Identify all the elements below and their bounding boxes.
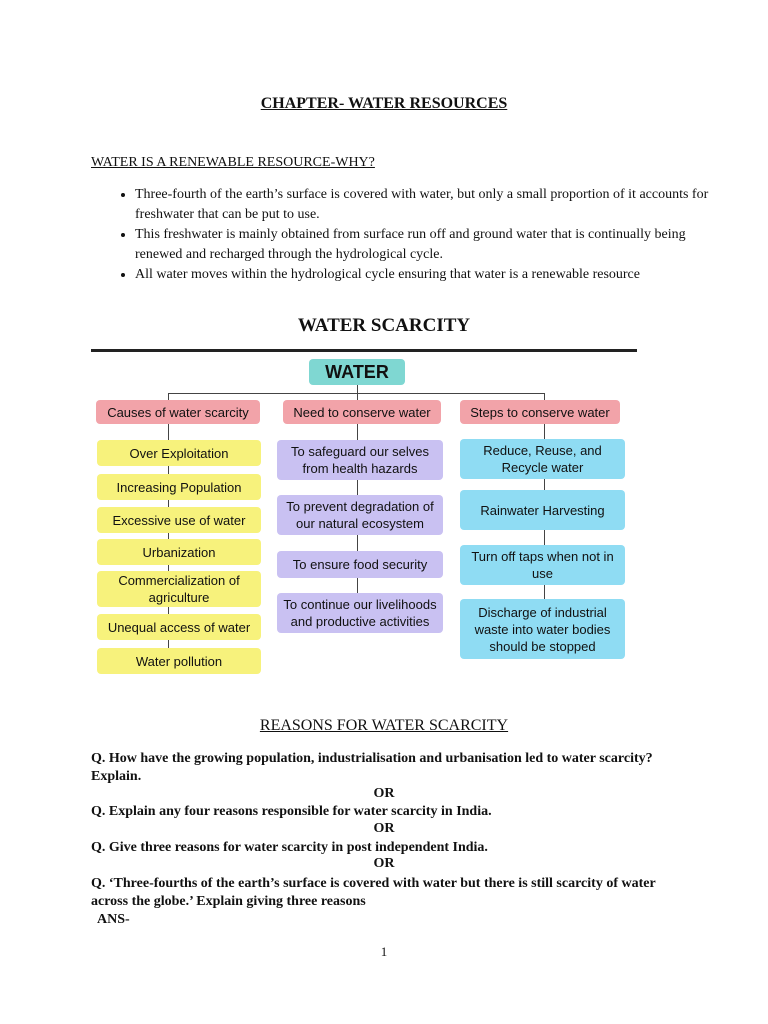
question-text: Q. ‘Three-fourths of the earth’s surface is covered with water but there is still scarcity of water across the globe.’ Explain giving three reasons: [91, 876, 656, 909]
cause-item: Increasing Population: [97, 474, 261, 500]
need-item: To ensure food security: [277, 551, 443, 578]
cause-item: Commercialization of agriculture: [97, 571, 261, 607]
need-item: To prevent degradation of our natural ecosystem: [277, 495, 443, 535]
answer-label: ANS-: [97, 912, 130, 927]
connector: [168, 393, 544, 394]
or-separator: OR: [373, 856, 395, 871]
bullet-item: • All water moves within the hydrological cycle ensuring that water is a renewable resource: [135, 265, 735, 285]
or-separator: OR: [373, 821, 395, 836]
causes-header: Causes of water scarcity: [96, 400, 260, 424]
steps-header: Steps to conserve water: [460, 400, 620, 424]
chapter-title: CHAPTER- WATER RESOURCES: [260, 95, 508, 112]
water-scarcity-diagram: [91, 352, 637, 682]
bullet-item: • This freshwater is mainly obtained from surface run off and ground water that is continually being renewed and recharged through the hydrological cycle.: [135, 225, 735, 265]
section-heading-renewable: WATER IS A RENEWABLE RESOURCE-WHY?: [91, 155, 375, 170]
cause-item: Unequal access of water: [97, 614, 261, 640]
step-item: Discharge of industrial waste into water bodies should be stopped: [460, 599, 625, 659]
need-header: Need to conserve water: [283, 400, 441, 424]
step-item: Reduce, Reuse, and Recycle water: [460, 439, 625, 479]
need-item: To continue our livelihoods and productive activities: [277, 593, 443, 633]
question-text: Q. Explain any four reasons responsible for water scarcity in India.: [91, 804, 492, 819]
page-number: 1: [380, 944, 388, 959]
step-item: Rainwater Harvesting: [460, 490, 625, 530]
cause-item: Urbanization: [97, 539, 261, 565]
water-root-node: WATER: [309, 359, 405, 385]
question-text: Q. Give three reasons for water scarcity in post independent India.: [91, 840, 488, 855]
or-separator: OR: [373, 786, 395, 801]
connector: [544, 393, 545, 400]
section-heading-reasons: REASONS FOR WATER SCARCITY: [259, 717, 509, 734]
question-text: Q. How have the growing population, industrialisation and urbanisation led to water scarcity? Explain.: [91, 751, 653, 784]
connector: [168, 393, 169, 400]
need-item: To safeguard our selves from health hazards: [277, 440, 443, 480]
cause-item: Excessive use of water: [97, 507, 261, 533]
cause-item: Over Exploitation: [97, 440, 261, 466]
connector: [357, 385, 358, 401]
step-item: Turn off taps when not in use: [460, 545, 625, 585]
bullet-item: • Three-fourth of the earth’s surface is covered with water, but only a small proportion of it accounts for freshwater that can be put to use.: [135, 185, 735, 225]
water-scarcity-title: WATER SCARCITY: [297, 315, 471, 336]
cause-item: Water pollution: [97, 648, 261, 674]
renewable-bullet-list: [91, 185, 735, 285]
